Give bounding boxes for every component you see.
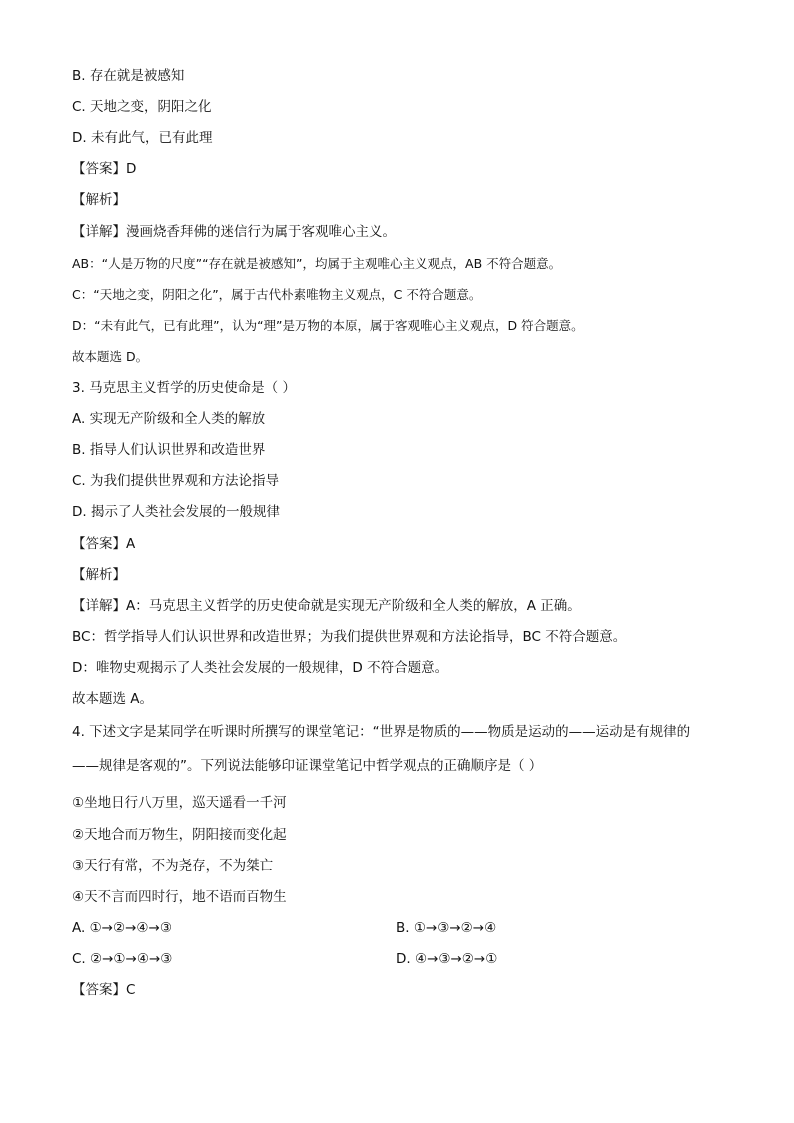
q3-analysis-bc: BC：哲学指导人们认识世界和改造世界；为我们提供世界观和方法论指导，BC 不符合题意。 bbox=[72, 629, 627, 645]
q4-item-4: ④天不言而四时行，地不语而百物生 bbox=[72, 889, 287, 905]
q4-stem-line2: ——规律是客观的”。下列说法能够印证课堂笔记中哲学观点的正确顺序是（ ） bbox=[72, 758, 543, 774]
q4-option-b: B. ①→③→②→④ bbox=[396, 920, 497, 936]
q3-analysis-label: 【解析】 bbox=[72, 567, 126, 583]
q3-answer bbox=[72, 534, 135, 554]
q3-stem: 3. 马克思主义哲学的历史使命是（ ） bbox=[72, 380, 296, 396]
q4-answer-value: C bbox=[126, 982, 136, 998]
q4-item-3: ③天行有常，不为尧存，不为桀亡 bbox=[72, 858, 274, 874]
q3-option-c: C. 为我们提供世界观和方法论指导 bbox=[72, 473, 280, 489]
q2-answer-value: D bbox=[126, 161, 137, 177]
q4-option-c: C. ②→①→④→③ bbox=[72, 951, 173, 967]
q4-stem-line1: 4. 下述文字是某同学在听课时所撰写的课堂笔记：“世界是物质的——物质是运动的——运动是有规律的 bbox=[72, 724, 691, 740]
q3-option-d: D. 揭示了人类社会发展的一般规律 bbox=[72, 504, 280, 520]
q3-conclusion: 故本题选 A。 bbox=[72, 691, 154, 707]
q4-item-2: ②天地合而万物生，阴阳接而变化起 bbox=[72, 827, 287, 843]
q2-answer-label: 【答案】 bbox=[72, 161, 126, 177]
q4-answer-label: 【答案】 bbox=[72, 982, 126, 998]
q2-analysis-c: C：“天地之变，阴阳之化”，属于古代朴素唯物主义观点，C 不符合题意。 bbox=[72, 287, 482, 302]
q3-analysis-d: D：唯物史观揭示了人类社会发展的一般规律，D 不符合题意。 bbox=[72, 660, 449, 676]
q2-option-b: B. 存在就是被感知 bbox=[72, 68, 185, 84]
q4-option-a: A. ①→②→④→③ bbox=[72, 920, 172, 936]
q2-analysis-ab: AB：“人是万物的尺度”“存在就是被感知”，均属于主观唯心主义观点，AB 不符合题意。 bbox=[72, 256, 562, 271]
q3-option-b: B. 指导人们认识世界和改造世界 bbox=[72, 442, 266, 458]
q3-answer-label: 【答案】 bbox=[72, 536, 126, 552]
q3-option-a: A. 实现无产阶级和全人类的解放 bbox=[72, 411, 266, 427]
q3-answer-value: A bbox=[126, 536, 136, 552]
q4-option-d: D. ④→③→②→① bbox=[396, 951, 498, 967]
q2-detail: 【详解】漫画烧香拜佛的迷信行为属于客观唯心主义。 bbox=[72, 224, 396, 240]
q2-conclusion: 故本题选 D。 bbox=[72, 349, 149, 364]
q3-detail: 【详解】A：马克思主义哲学的历史使命就是实现无产阶级和全人类的解放，A 正确。 bbox=[72, 598, 581, 614]
q2-option-c: C. 天地之变，阴阳之化 bbox=[72, 99, 212, 115]
q2-answer bbox=[72, 159, 136, 179]
q2-analysis-label: 【解析】 bbox=[72, 192, 126, 208]
q4-item-1: ①坐地日行八万里，巡天遥看一千河 bbox=[72, 795, 287, 811]
q2-analysis-d: D：“未有此气，已有此理”，认为“理”是万物的本原，属于客观唯心主义观点，D 符合题意。 bbox=[72, 318, 584, 333]
q4-answer bbox=[72, 980, 135, 1000]
q2-option-d: D. 未有此气，已有此理 bbox=[72, 130, 213, 146]
